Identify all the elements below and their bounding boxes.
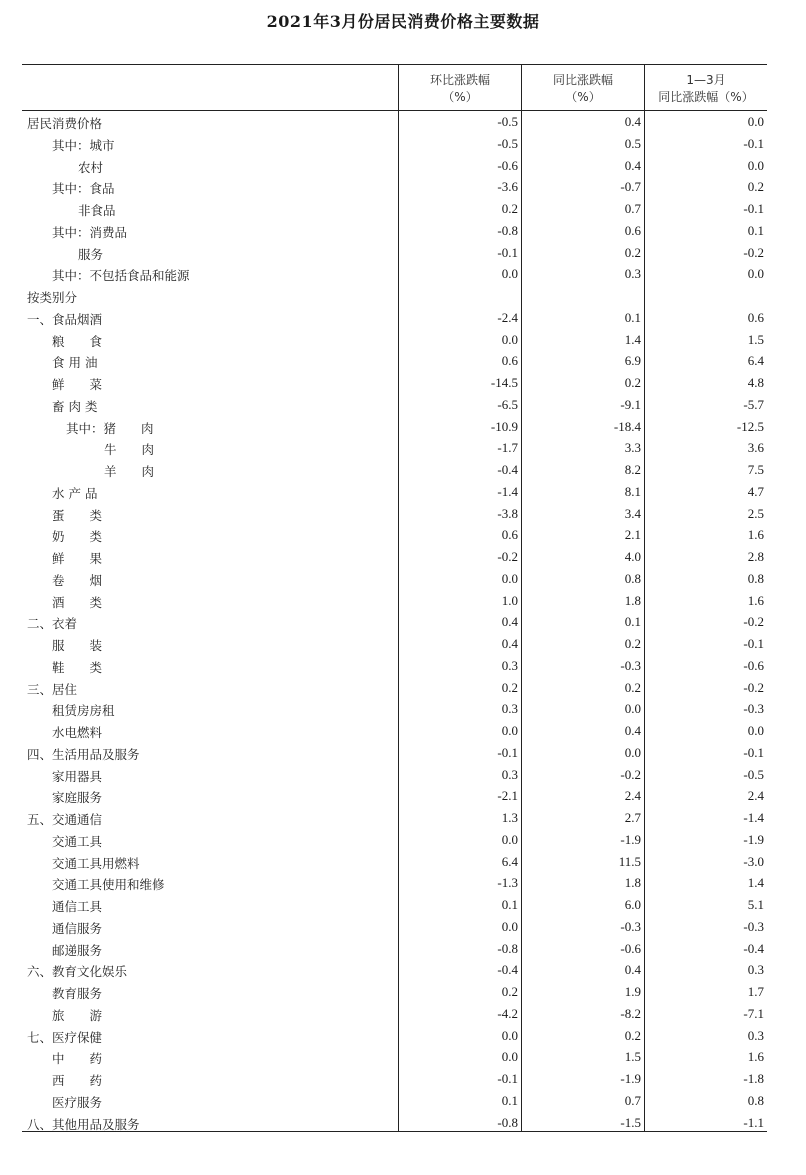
row-value-v1: 1.0	[501, 592, 518, 608]
table-row	[22, 765, 767, 787]
row-value-v2: 1.5	[624, 1049, 641, 1065]
row-value-v1: -0.5	[497, 135, 518, 151]
row-label: 邮递服务	[52, 942, 103, 958]
row-value-v2: 0.0	[624, 744, 641, 760]
row-value-v2: 0.1	[624, 309, 641, 325]
table-row	[22, 1026, 767, 1048]
row-value-v2: 6.0	[624, 897, 641, 912]
row-value-v3: -1.1	[743, 1114, 764, 1130]
row-value-v1: -0.1	[497, 744, 518, 760]
row-label: 粮 食	[52, 333, 103, 349]
table-header-rule	[22, 110, 767, 111]
table-row	[22, 1069, 767, 1091]
row-value-v3: 7.5	[747, 462, 764, 477]
row-value-v1: -1.4	[497, 483, 518, 499]
row-value-v1: 0.0	[501, 723, 518, 738]
row-value-v1: 0.3	[501, 701, 518, 717]
table-row	[22, 460, 767, 482]
row-value-v1: 0.0	[501, 570, 518, 586]
row-value-v1: 0.0	[501, 331, 518, 347]
row-value-v3: 1.5	[747, 331, 764, 347]
row-label: 家用器具	[52, 768, 103, 784]
row-label: 食 用 油	[52, 355, 98, 371]
table-row	[22, 177, 767, 199]
row-value-v1: -0.8	[497, 940, 518, 956]
table-row	[22, 547, 767, 569]
table-row	[22, 156, 767, 178]
row-value-v3: 0.6	[747, 309, 764, 325]
row-value-v3: 0.0	[747, 723, 764, 738]
table-row	[22, 286, 767, 308]
header-mom	[399, 68, 521, 110]
row-label: 水电燃料	[52, 725, 103, 740]
header-yoy-line1: 同比涨跌幅	[552, 73, 613, 87]
row-value-v3: 0.8	[747, 570, 764, 586]
row-value-v3: 0.8	[747, 1092, 764, 1108]
table-row	[22, 308, 767, 330]
table-row	[22, 895, 767, 917]
row-label: 鲜 菜	[52, 377, 103, 392]
row-value-v2: 0.2	[624, 1027, 641, 1043]
row-label: 二、衣着	[27, 616, 78, 632]
row-value-v1: -3.8	[497, 505, 518, 521]
row-value-v1: -0.4	[497, 462, 518, 477]
row-value-v3: 0.1	[747, 222, 764, 238]
row-value-v1: 0.4	[501, 614, 518, 630]
row-value-v3: 0.3	[747, 962, 764, 978]
table-row	[22, 786, 767, 808]
table-row	[22, 395, 767, 417]
row-value-v2: -1.5	[620, 1114, 641, 1130]
row-label: 卷 烟	[52, 572, 103, 588]
row-value-v3: 2.8	[747, 549, 764, 564]
row-value-v3: 6.4	[747, 353, 764, 369]
header-ytd-line1: 1—3月	[686, 73, 726, 87]
row-value-v2: -1.9	[620, 1071, 641, 1086]
row-value-v3: -1.4	[743, 810, 764, 825]
row-value-v3: -5.7	[743, 396, 764, 412]
row-value-v2: 0.4	[624, 723, 641, 738]
row-value-v2: 0.1	[624, 614, 641, 630]
row-value-v1: 6.4	[501, 853, 518, 869]
table-row	[22, 482, 767, 504]
row-value-v1: -0.1	[497, 244, 518, 260]
row-value-v2: -1.9	[620, 831, 641, 847]
row-value-v1: 0.6	[501, 353, 518, 369]
row-value-v2: 3.3	[624, 440, 641, 456]
row-value-v1: 0.2	[501, 201, 518, 216]
row-value-v3: -12.5	[736, 418, 764, 434]
table-row	[22, 243, 767, 265]
row-value-v3: -0.2	[743, 244, 764, 260]
row-value-v2: 0.2	[624, 244, 641, 260]
row-value-v1: 0.1	[501, 1092, 518, 1108]
table-row	[22, 960, 767, 982]
row-value-v2: 0.8	[624, 570, 641, 586]
row-label: 蛋 类	[52, 507, 103, 523]
header-yoy-line2: （%）	[565, 90, 601, 104]
row-value-v2: 0.7	[624, 1092, 641, 1108]
row-value-v1: 0.0	[501, 266, 518, 282]
row-label: 其中：猪 肉	[66, 420, 154, 436]
row-value-v3: 2.4	[747, 788, 764, 804]
row-value-v3: -1.9	[743, 831, 764, 847]
row-label: 六、教育文化娱乐	[27, 964, 128, 980]
row-value-v1: 0.6	[501, 527, 518, 543]
table-row	[22, 199, 767, 221]
row-label: 西 药	[52, 1073, 103, 1088]
row-value-v2: 1.4	[624, 331, 641, 347]
row-value-v1: 0.2	[501, 984, 518, 999]
row-value-v2: 2.1	[624, 527, 641, 543]
table-row	[22, 504, 767, 526]
table-row	[22, 373, 767, 395]
row-label: 非食品	[78, 203, 116, 218]
row-value-v1: -0.6	[497, 157, 518, 173]
row-label: 八、其他用品及服务	[27, 1116, 140, 1132]
row-value-v3: 1.7	[747, 984, 764, 999]
row-label: 鞋 类	[52, 659, 103, 675]
row-value-v1: -2.4	[497, 309, 518, 325]
row-value-v2: 2.4	[624, 788, 641, 804]
row-value-v2: 6.9	[624, 353, 641, 369]
row-value-v2: -9.1	[620, 396, 641, 412]
row-value-v2: -0.7	[620, 179, 641, 195]
row-value-v2: 8.2	[624, 462, 641, 477]
row-value-v1: -0.2	[497, 549, 518, 564]
row-value-v3: -0.1	[743, 744, 764, 760]
row-value-v2: -0.3	[620, 918, 641, 934]
row-value-v1: 0.3	[501, 657, 518, 673]
table-row	[22, 112, 767, 134]
table-row	[22, 417, 767, 439]
header-mom-line1: 环比涨跌幅	[429, 73, 490, 87]
row-value-v2: 4.0	[624, 549, 641, 564]
row-value-v1: -1.3	[497, 875, 518, 891]
row-label: 其中：城市	[52, 137, 115, 153]
row-label: 居民消费价格	[27, 116, 103, 131]
header-ytd-line2: 同比涨跌幅（%）	[658, 90, 754, 104]
row-value-v1: -0.8	[497, 1114, 518, 1130]
row-value-v2: 0.2	[624, 679, 641, 695]
row-value-v3: -0.3	[743, 918, 764, 934]
table-row	[22, 1113, 767, 1135]
header-yoy	[522, 68, 644, 110]
row-label: 羊 肉	[104, 464, 155, 479]
row-value-v1: 0.0	[501, 918, 518, 934]
table-row	[22, 743, 767, 765]
row-value-v3: 1.4	[747, 875, 764, 891]
row-value-v1: 1.3	[501, 810, 518, 825]
table-row	[22, 634, 767, 656]
row-value-v1: -2.1	[497, 788, 518, 804]
table-row	[22, 330, 767, 352]
table-row	[22, 939, 767, 961]
table-row	[22, 721, 767, 743]
row-value-v2: 3.4	[624, 505, 641, 521]
row-value-v2: 1.9	[624, 984, 641, 999]
row-label: 其中：消费品	[52, 224, 128, 240]
table-body	[22, 112, 767, 1134]
row-value-v3: 0.0	[747, 157, 764, 173]
row-label: 中 药	[52, 1051, 103, 1067]
row-value-v3: 2.5	[747, 505, 764, 521]
row-value-v1: 0.0	[501, 1049, 518, 1065]
row-value-v2: 0.4	[624, 962, 641, 978]
table-row	[22, 1091, 767, 1113]
row-label: 通信工具	[52, 899, 103, 914]
row-value-v3: -0.2	[743, 679, 764, 695]
row-label: 按类别分	[27, 290, 78, 305]
row-value-v1: -0.4	[497, 962, 518, 978]
table-row	[22, 917, 767, 939]
table-row	[22, 699, 767, 721]
page-title: 2021年3月份居民消费价格主要数据	[266, 12, 540, 31]
row-value-v1: -6.5	[497, 396, 518, 412]
row-value-v3: -0.3	[743, 701, 764, 717]
table-row	[22, 591, 767, 613]
row-value-v3: -0.4	[743, 940, 764, 956]
row-value-v2: 1.8	[624, 875, 641, 891]
row-label: 酒 类	[52, 594, 103, 610]
table-row	[22, 830, 767, 852]
row-label: 交通工具使用和维修	[52, 877, 165, 893]
row-label: 七、医疗保健	[27, 1029, 103, 1045]
row-value-v3: 0.0	[747, 266, 764, 282]
row-value-v3: -0.1	[743, 201, 764, 216]
table-row	[22, 808, 767, 830]
row-label: 服 装	[52, 638, 103, 653]
row-value-v3: 0.2	[747, 179, 764, 195]
table-row	[22, 656, 767, 678]
row-value-v1: -4.2	[497, 1005, 518, 1021]
row-value-v3: -0.6	[743, 657, 764, 673]
row-value-v3: -7.1	[743, 1005, 764, 1021]
table-row	[22, 221, 767, 243]
header-ytd	[645, 68, 767, 110]
table-row	[22, 351, 767, 373]
table-row	[22, 1004, 767, 1026]
row-value-v1: -0.5	[497, 114, 518, 129]
row-value-v1: 0.3	[501, 766, 518, 782]
table-row	[22, 852, 767, 874]
row-value-v2: -0.6	[620, 940, 641, 956]
row-value-v3: 3.6	[747, 440, 764, 456]
row-value-v3: 4.8	[747, 375, 764, 390]
row-value-v1: -14.5	[490, 375, 518, 390]
row-value-v2: 0.4	[624, 114, 641, 129]
row-label: 旅 游	[52, 1007, 103, 1023]
row-value-v3: -0.1	[743, 636, 764, 651]
row-value-v2: 0.7	[624, 201, 641, 216]
row-value-v3: -1.8	[743, 1071, 764, 1086]
table-row	[22, 264, 767, 286]
table-row	[22, 873, 767, 895]
row-value-v3: 1.6	[747, 1049, 764, 1065]
row-value-v1: 0.2	[501, 679, 518, 695]
row-value-v1: 0.0	[501, 1027, 518, 1043]
row-value-v1: 0.1	[501, 897, 518, 912]
row-value-v2: 0.0	[624, 701, 641, 717]
row-value-v2: -0.2	[620, 766, 641, 782]
row-value-v1: -0.8	[497, 222, 518, 238]
row-value-v1: -1.7	[497, 440, 518, 456]
row-label: 交通工具用燃料	[52, 855, 140, 871]
row-value-v2: 2.7	[624, 810, 641, 825]
row-label: 奶 类	[52, 529, 103, 545]
row-value-v3: 1.6	[747, 527, 764, 543]
table-row	[22, 569, 767, 591]
row-label: 农村	[78, 159, 104, 175]
row-value-v2: 0.4	[624, 157, 641, 173]
row-label: 鲜 果	[52, 551, 103, 566]
table-row	[22, 525, 767, 547]
row-label: 家庭服务	[52, 790, 103, 806]
row-label: 教育服务	[52, 986, 103, 1001]
header-mom-line2: （%）	[442, 90, 478, 104]
row-value-v2: 0.5	[624, 135, 641, 151]
row-value-v3: -3.0	[743, 853, 764, 869]
row-value-v2: 11.5	[618, 853, 641, 869]
row-value-v2: -18.4	[613, 418, 641, 434]
row-value-v1: -3.6	[497, 179, 518, 195]
row-label: 五、交通通信	[27, 812, 103, 827]
row-value-v2: 0.3	[624, 266, 641, 282]
row-label: 服务	[78, 246, 104, 262]
row-label: 四、生活用品及服务	[27, 746, 140, 762]
row-value-v2: -0.3	[620, 657, 641, 673]
row-label: 一、食品烟酒	[27, 311, 103, 327]
row-value-v3: -0.5	[743, 766, 764, 782]
row-label: 医疗服务	[52, 1094, 103, 1110]
row-value-v3: 0.3	[747, 1027, 764, 1043]
row-value-v1: -10.9	[490, 418, 518, 434]
row-value-v2: -8.2	[620, 1005, 641, 1021]
table-row	[22, 982, 767, 1004]
row-value-v3: -0.1	[743, 135, 764, 151]
row-label: 其中：食品	[52, 181, 115, 197]
row-value-v2: 0.6	[624, 222, 641, 238]
table-row	[22, 438, 767, 460]
row-label: 通信服务	[52, 920, 103, 936]
row-label: 水 产 品	[52, 485, 98, 501]
table-row	[22, 1047, 767, 1069]
table-top-rule	[22, 64, 767, 65]
row-value-v3: -0.2	[743, 614, 764, 630]
row-value-v2: 0.2	[624, 375, 641, 390]
row-value-v2: 1.8	[624, 592, 641, 608]
row-label: 畜 肉 类	[52, 398, 98, 414]
row-label: 其中：不包括食品和能源	[52, 268, 190, 284]
row-label: 交通工具	[52, 833, 103, 849]
row-value-v1: 0.0	[501, 831, 518, 847]
row-label: 牛 肉	[104, 442, 155, 458]
row-value-v3: 4.7	[747, 483, 764, 499]
table-row	[22, 134, 767, 156]
cpi-table	[22, 64, 767, 1132]
row-value-v2: 0.2	[624, 636, 641, 651]
row-value-v3: 1.6	[747, 592, 764, 608]
row-label: 租赁房房租	[52, 703, 115, 719]
row-label: 三、居住	[27, 681, 78, 697]
row-value-v3: 5.1	[747, 897, 764, 912]
row-value-v1: 0.4	[501, 636, 518, 651]
row-value-v1: -0.1	[497, 1071, 518, 1086]
row-value-v2: 8.1	[624, 483, 641, 499]
row-value-v3: 0.0	[747, 114, 764, 129]
table-row	[22, 678, 767, 700]
table-row	[22, 612, 767, 634]
